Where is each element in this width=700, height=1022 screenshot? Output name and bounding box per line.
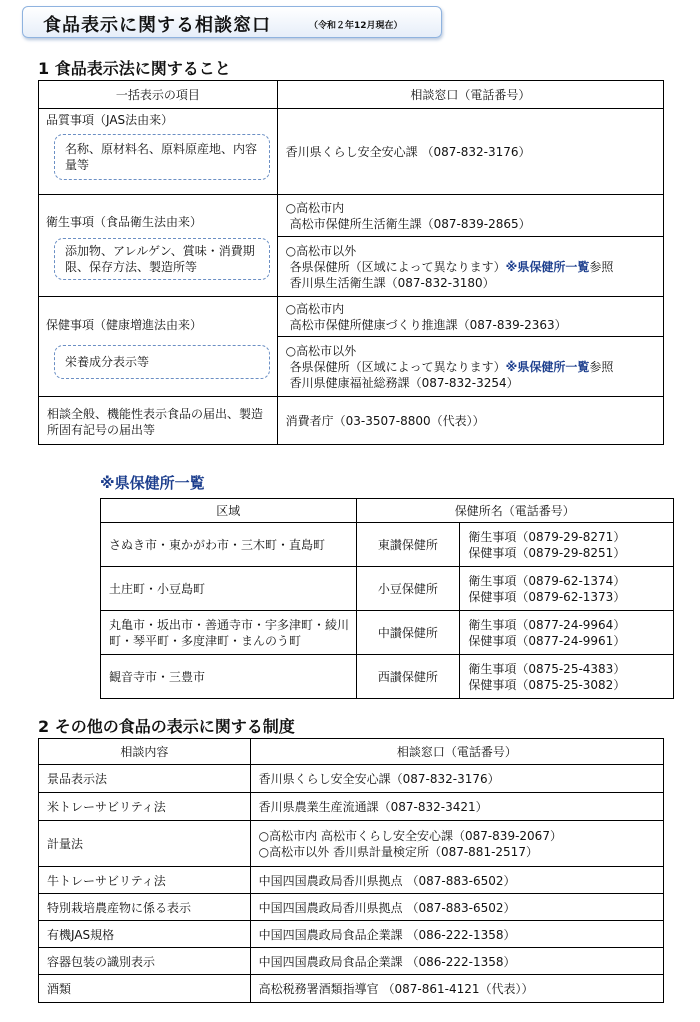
- keiryo-city-contact: ○高松市内 高松市くらし安全安心課（087-839-2067）: [258, 828, 562, 843]
- hygiene-label: 衛生事項（食品衛生法由来）: [46, 214, 203, 229]
- topic-cell: 計量法: [39, 821, 251, 867]
- hokenjo-name: 東讃保健所: [356, 523, 460, 567]
- quality-item-cell: [39, 109, 278, 195]
- hokenjo-area: さぬき市・東かがわ市・三木町・直島町: [101, 523, 357, 567]
- table-row: [39, 975, 664, 1003]
- hokenjo-phone-hoken: 保健事項（0879-62-1373）: [468, 589, 626, 604]
- contact-cell: 中国四国農政局食品企業課 （086-222-1358）: [250, 921, 663, 948]
- topic-cell: 酒類: [39, 975, 251, 1003]
- contact-cell: 中国四国農政局食品企業課 （086-222-1358）: [250, 948, 663, 975]
- hokenjo-phone-hoken: 保健事項（0875-25-3082）: [468, 677, 626, 692]
- hygiene-ref-suffix: 参照: [589, 259, 614, 274]
- hokenjo-area: 観音寺市・三豊市: [101, 655, 357, 699]
- health-hokenjo-ref: ※県保健所一覧: [505, 359, 590, 374]
- table-row: [101, 655, 674, 699]
- hygiene-contact-city: [277, 195, 663, 237]
- hokenjo-name: 中讃保健所: [356, 611, 460, 655]
- table-row: [39, 765, 664, 793]
- hygiene-city-contact: 高松市保健所生活衛生課（087-839-2865）: [289, 216, 531, 231]
- contact-cell: 高松税務署酒類指導官 （087-861-4121（代表））: [250, 975, 663, 1003]
- hokenjo-phone-hoken: 保健事項（0877-24-9961）: [468, 633, 626, 648]
- table-row: [101, 523, 674, 567]
- health-other-label: ○高松市以外: [285, 343, 357, 358]
- hokenjo-table: [100, 498, 674, 699]
- keiryo-other-contact: ○高松市以外 香川県計量検定所（087-881-2517）: [258, 844, 538, 859]
- topic-cell: 牛トレーサビリティ法: [39, 867, 251, 894]
- section2-title: 2 その他の食品の表示に関する制度: [38, 717, 295, 736]
- hokenjo-phone-eisei: 衛生事項（0877-24-9964）: [468, 617, 626, 632]
- contact-cell: [250, 821, 663, 867]
- table-row: [39, 867, 664, 894]
- quality-contact: 香川県くらし安全安心課 （087-832-3176）: [277, 109, 663, 195]
- hokenjo-phone-eisei: 衛生事項（0879-29-8271）: [468, 529, 626, 544]
- hokenjo-phones: [460, 523, 674, 567]
- health-box: 栄養成分表示等: [54, 345, 270, 379]
- contact-cell: 香川県農業生産流通課（087-832-3421）: [250, 793, 663, 821]
- hygiene-hokenjo-ref: ※県保健所一覧: [505, 259, 590, 274]
- health-contact-city: [277, 297, 663, 337]
- hokenjo-phones: [460, 655, 674, 699]
- hygiene-other-note: 各県保健所（区域によって異なります）: [289, 259, 506, 274]
- hokenjo-area: 丸亀市・坂出市・善通寺市・宇多津町・綾川町・琴平町・多度津町・まんのう町: [101, 611, 357, 655]
- hokenjo-col2-header: 保健所名（電話番号）: [356, 499, 673, 523]
- section2-table: [38, 738, 664, 1003]
- table-row: [39, 894, 664, 921]
- health-ref-suffix: 参照: [589, 359, 614, 374]
- health-city-contact: 高松市保健所健康づくり推進課（087-839-2363）: [289, 317, 567, 332]
- health-other-note: 各県保健所（区域によって異なります）: [289, 359, 506, 374]
- contact-cell: 中国四国農政局香川県拠点 （087-883-6502）: [250, 867, 663, 894]
- health-contact-other: [277, 337, 663, 397]
- hygiene-box: 添加物、アレルゲン、賞味・消費期限、保存方法、製造所等: [54, 238, 270, 280]
- section1-title: 1 食品表示法に関すること: [38, 59, 231, 78]
- health-city-label: ○高松市内: [285, 301, 345, 316]
- general-contact: 消費者庁（03-3507-8800（代表））: [277, 397, 663, 445]
- section2-col1-header: 相談内容: [39, 739, 251, 765]
- hokenjo-name: 西讃保健所: [356, 655, 460, 699]
- section1-table: [38, 80, 664, 445]
- table-row: [101, 611, 674, 655]
- hokenjo-phone-eisei: 衛生事項（0875-25-4383）: [468, 661, 626, 676]
- hygiene-other-line2: [286, 259, 662, 275]
- hygiene-city-label: ○高松市内: [285, 200, 345, 215]
- page-subtitle: （令和２年12月現在）: [309, 21, 403, 31]
- hokenjo-phones: [460, 567, 674, 611]
- table-row: [101, 567, 674, 611]
- topic-cell: 特別栽培農産物に係る表示: [39, 894, 251, 921]
- hokenjo-col1-header: 区域: [101, 499, 357, 523]
- general-label: 相談全般、機能性表示食品の届出、製造所固有記号の届出等: [39, 397, 278, 445]
- health-label: 保健事項（健康増進法由来）: [46, 317, 203, 332]
- hokenjo-area: 土庄町・小豆島町: [101, 567, 357, 611]
- topic-cell: 景品表示法: [39, 765, 251, 793]
- section1-col2-header: 相談窓口（電話番号）: [277, 81, 663, 109]
- section1-col1-header: 一括表示の項目: [39, 81, 278, 109]
- table-row: [39, 793, 664, 821]
- hygiene-contact-other: [277, 237, 663, 297]
- hokenjo-phone-hoken: 保健事項（0879-29-8251）: [468, 545, 626, 560]
- hygiene-item-cell: [39, 195, 278, 297]
- page-header: [22, 6, 442, 38]
- hokenjo-phones: [460, 611, 674, 655]
- table-row: [39, 921, 664, 948]
- table-row: [39, 821, 664, 867]
- hokenjo-phone-eisei: 衛生事項（0879-62-1374）: [468, 573, 626, 588]
- contact-cell: 中国四国農政局香川県拠点 （087-883-6502）: [250, 894, 663, 921]
- hokenjo-name: 小豆保健所: [356, 567, 460, 611]
- topic-cell: 有機JAS規格: [39, 921, 251, 948]
- health-other-contact: 香川県健康福祉総務課（087-832-3254）: [289, 375, 519, 390]
- page-title: 食品表示に関する相談窓口: [43, 15, 271, 36]
- health-other-line2: [286, 359, 662, 375]
- health-item-cell: [39, 297, 278, 397]
- table-row: [39, 948, 664, 975]
- hygiene-other-label: ○高松市以外: [285, 243, 357, 258]
- topic-cell: 米トレーサビリティ法: [39, 793, 251, 821]
- contact-cell: 香川県くらし安全安心課（087-832-3176）: [250, 765, 663, 793]
- hokenjo-title: ※県保健所一覧: [100, 474, 205, 492]
- hygiene-other-contact: 香川県生活衛生課（087-832-3180）: [289, 275, 495, 290]
- section2-col2-header: 相談窓口（電話番号）: [250, 739, 663, 765]
- quality-label: 品質事項（JAS法由来）: [46, 113, 174, 127]
- topic-cell: 容器包装の識別表示: [39, 948, 251, 975]
- quality-box: 名称、原材料名、原料原産地、内容量等: [54, 134, 270, 180]
